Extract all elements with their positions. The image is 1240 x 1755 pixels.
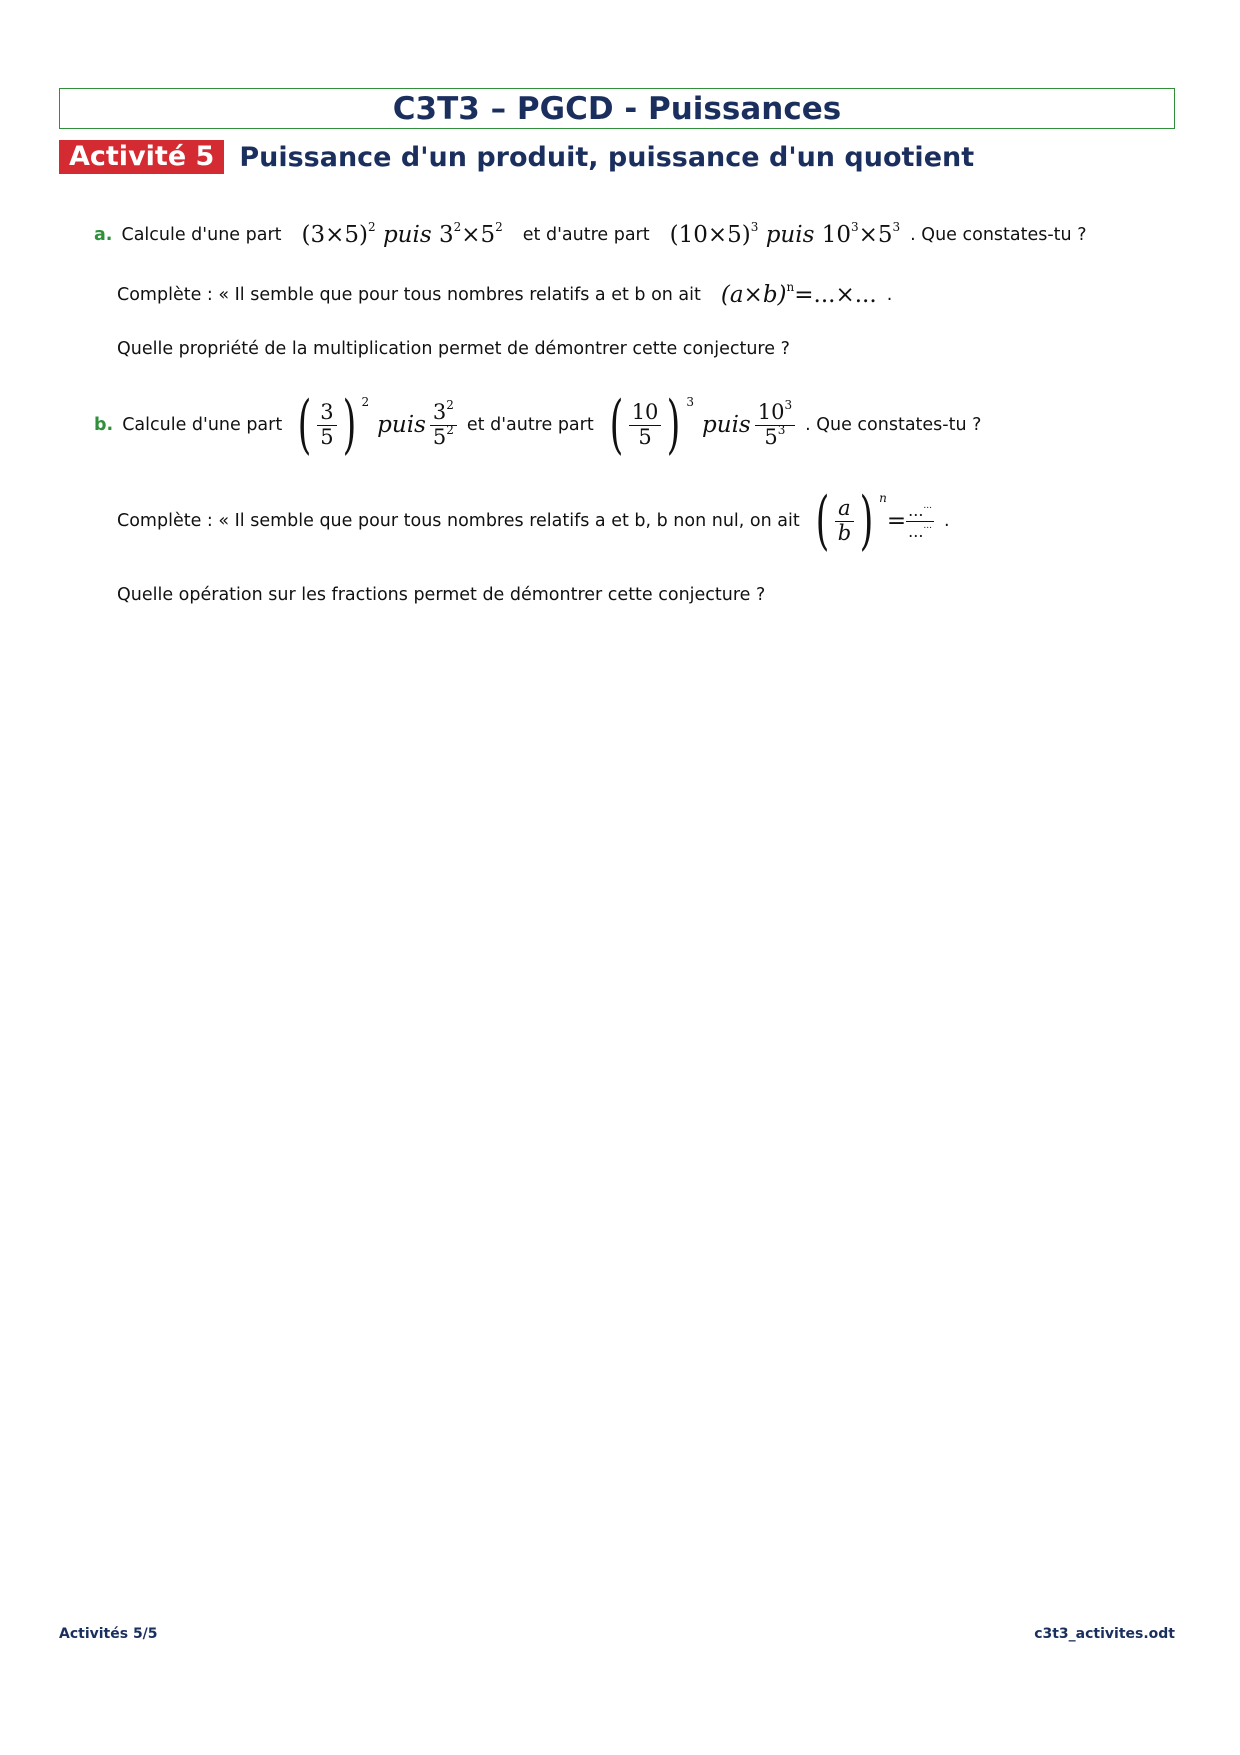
blank-fraction: $\frac{...^{...}}{...^{...}}$ (908, 500, 932, 541)
part-b-complete: Complète : « Il semble que pour tous nombres relatifs a et b, b non nul, on ait ( $\frac{a}{b}$ ) n = $\frac{...^{...}}{...^{...}}$ . (117, 484, 950, 558)
part-a-complete-text: Complète : « Il semble que pour tous nombres relatifs a et b on ait (117, 285, 701, 305)
part-b-instruction: b. Calcule d'une part ( $\frac{3}{5}$ ) 2 puis $\frac{3^2}{5^2}$ et d'autre part ( $\frac{10}{5}$ ) 3 puis $\frac{10^3}{5^3}$ . Que constates-tu ? (94, 388, 982, 462)
part-b-mid: et d'autre part (466, 415, 594, 435)
math-expression: $(10\times 5)^3$ puis $10^3\times 5^3$ (669, 220, 901, 248)
activity-header (59, 140, 974, 174)
part-a-label: a. (94, 225, 113, 245)
part-b-complete-text: Complète : « Il semble que pour tous nombres relatifs a et b, b non nul, on ait (117, 511, 800, 531)
document-title: C3T3 – PGCD - Puissances (392, 90, 842, 127)
fraction: $\frac{10^3}{5^3}$ (755, 401, 795, 448)
math-formula: $(a\times b)^n=...\times$... (720, 280, 877, 308)
activity-title: Puissance d'un produit, puissance d'un quotient (239, 141, 975, 173)
fraction-power: ( $\frac{3}{5}$ ) 2 (297, 388, 370, 462)
part-a-intro: Calcule d'une part (121, 225, 282, 245)
part-a-instruction (94, 218, 1086, 252)
fraction: $\frac{3^2}{5^2}$ (430, 401, 457, 448)
footer-filename: c3t3_activites.odt (1034, 1626, 1175, 1642)
fraction-power: ( $\frac{10}{5}$ ) 3 (609, 388, 695, 462)
part-a-complete: Complète : « Il semble que pour tous nombres relatifs a et b on ait $(a\times b)^n=...\times$... . (117, 280, 893, 308)
math-expression: $(3\times 5)^2$ puis $3^2\times 5^2$ (301, 220, 503, 248)
part-b-question: Quelle opération sur les fractions permet de démontrer cette conjecture ? (117, 585, 766, 605)
part-a-mid: et d'autre part (522, 225, 650, 245)
activity-badge: Activité 5 (59, 140, 224, 174)
part-b-label: b. (94, 415, 114, 435)
footer-page-number: Activités 5/5 (59, 1626, 158, 1642)
part-a-question: Quelle propriété de la multiplication permet de démontrer cette conjecture ? (117, 339, 790, 359)
part-a-end: . Que constates-tu ? (910, 225, 1087, 245)
part-b-intro: Calcule d'une part (122, 415, 283, 435)
document-title-box (59, 88, 1175, 129)
fraction-power: ( $\frac{a}{b}$ ) n (815, 484, 887, 558)
part-b-end: . Que constates-tu ? (805, 415, 982, 435)
